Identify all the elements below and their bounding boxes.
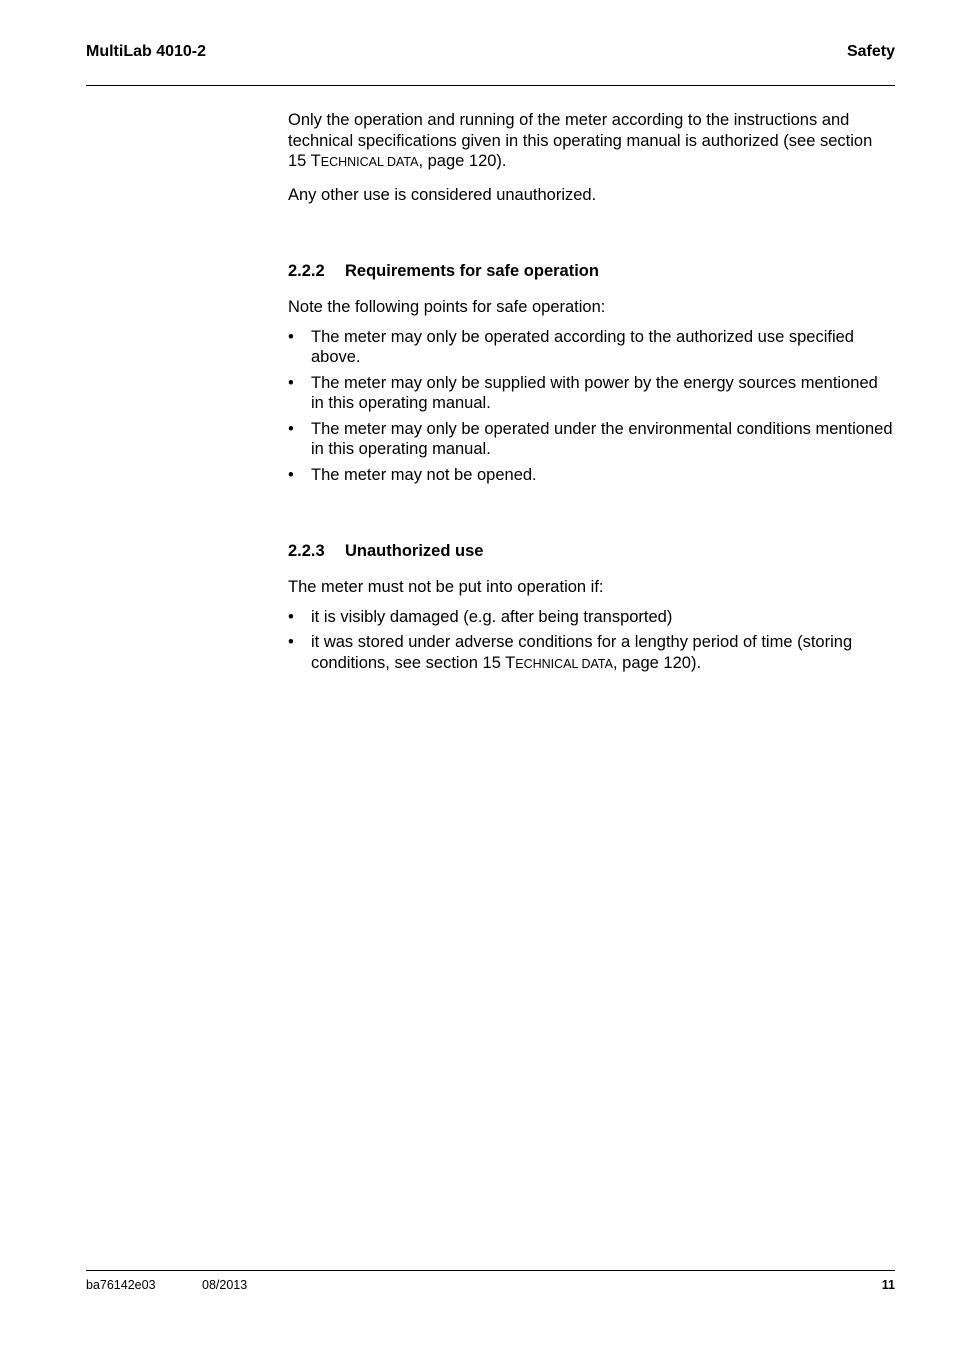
bullet-icon: • xyxy=(288,327,294,346)
unauthorized-use-list xyxy=(288,607,895,675)
bullet-icon: • xyxy=(288,373,294,392)
bullet-icon: • xyxy=(288,465,294,484)
section-lead: The meter must not be put into operation if: xyxy=(288,578,604,596)
intro-paragraph-2: Any other use is considered unauthorized. xyxy=(288,185,597,204)
list-item: • The meter may only be operated according to the authorized use specified above. xyxy=(288,327,854,366)
header-product-title: MultiLab 4010-2 xyxy=(86,43,207,60)
header-rule xyxy=(86,85,895,86)
list-item: • The meter may not be opened. xyxy=(288,465,537,484)
bullet-icon: • xyxy=(288,607,294,626)
footer-doc-id: ba76142e03 xyxy=(86,1278,156,1292)
page-body xyxy=(288,110,895,679)
header-chapter-title: Safety xyxy=(846,43,895,60)
list-item: • The meter may only be operated under the environmental conditions mentioned in this operating manual. xyxy=(288,419,893,458)
section-heading-2-2-3: 2.2.3 Unauthorized use xyxy=(288,542,484,560)
list-item: • it is visibly damaged (e.g. after being transported) xyxy=(288,607,673,626)
footer-date: 08/2013 xyxy=(202,1278,248,1292)
list-item: • it was stored under adverse conditions for a lengthy period of time (storing conditions, see section 15 TECHNICAL DATA, page 120). xyxy=(288,633,853,672)
safe-operation-list xyxy=(288,327,895,486)
section-heading-2-2-2: 2.2.2 Requirements for safe operation xyxy=(288,262,599,280)
section-lead: Note the following points for safe operation: xyxy=(288,298,606,316)
bullet-icon: • xyxy=(288,633,294,651)
page-number: 11 xyxy=(881,1278,895,1292)
list-item: • The meter may only be supplied with power by the energy sources mentioned in this operating manual. xyxy=(288,373,878,412)
bullet-icon: • xyxy=(288,419,294,438)
intro-paragraph: Only the operation and running of the meter according to the instructions and technical specifications given in this operating manual is authorized (see section 15 TECHNICAL DATA, page 120). xyxy=(288,111,873,170)
footer-rule xyxy=(86,1270,895,1271)
